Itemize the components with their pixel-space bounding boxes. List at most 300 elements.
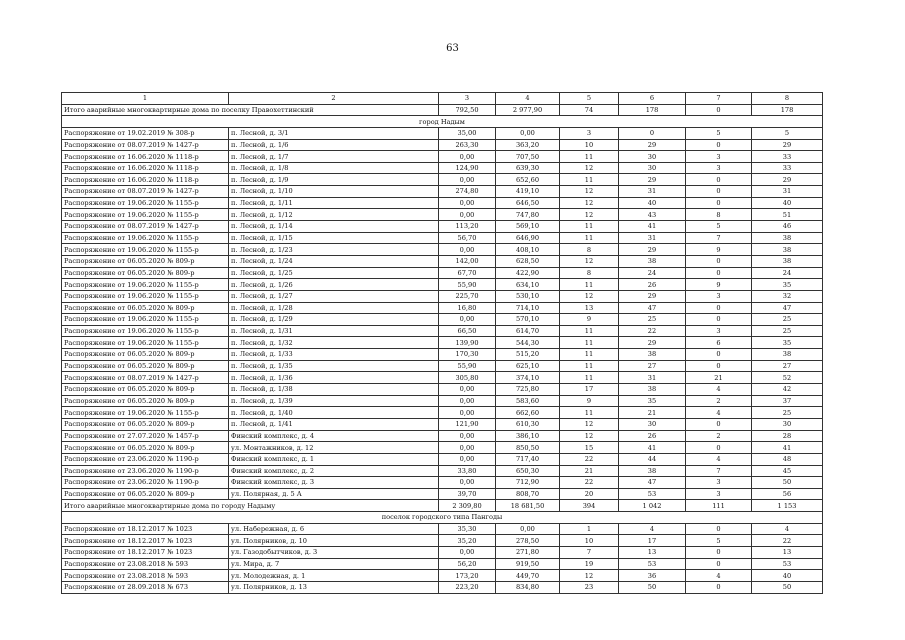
value-col3: 225,70	[439, 290, 496, 302]
value-col5: 12	[560, 418, 619, 430]
decree-cell: Распоряжение от 06.05.2020 № 809-р	[62, 488, 229, 500]
value-col6: 27	[619, 360, 686, 372]
value-col8: 38	[752, 349, 823, 361]
address-cell: п. Лесной, д. 1/24	[229, 255, 439, 267]
table-row	[62, 209, 823, 221]
value-col3: 124,90	[439, 162, 496, 174]
value-col8: 46	[752, 221, 823, 233]
decree-cell: Распоряжение от 19.06.2020 № 1155-р	[62, 244, 229, 256]
table-row	[62, 337, 823, 349]
table-row	[62, 360, 823, 372]
value-col6: 47	[619, 477, 686, 489]
value-col8: 53	[752, 558, 823, 570]
table-row	[62, 581, 823, 593]
address-cell: ул. Полярников, д. 10	[229, 535, 439, 547]
table-row	[62, 349, 823, 361]
table-row	[62, 535, 823, 547]
address-cell: п. Лесной, д. 1/7	[229, 151, 439, 163]
value-col4: 625,10	[496, 360, 560, 372]
value-col3: 274,80	[439, 186, 496, 198]
value-col8: 25	[752, 314, 823, 326]
decree-cell: Распоряжение от 18.12.2017 № 1023	[62, 523, 229, 535]
value-col3: 0,00	[439, 244, 496, 256]
value-col5: 11	[560, 372, 619, 384]
value-col6: 29	[619, 174, 686, 186]
address-cell: ул. Полярная, д. 5 А	[229, 488, 439, 500]
table-row	[62, 267, 823, 279]
value-col3: 39,70	[439, 488, 496, 500]
value-col3: 0,00	[439, 430, 496, 442]
value-col6: 29	[619, 244, 686, 256]
table-row	[62, 442, 823, 454]
decree-cell: Распоряжение от 19.02.2019 № 308-р	[62, 127, 229, 139]
value-col5: 22	[560, 477, 619, 489]
table-row	[62, 162, 823, 174]
value-col8: 48	[752, 453, 823, 465]
value-col4: 662,60	[496, 407, 560, 419]
value-col3: 0,00	[439, 546, 496, 558]
value-col7: 0	[686, 302, 752, 314]
decree-cell: Распоряжение от 16.06.2020 № 1118-р	[62, 174, 229, 186]
decree-cell: Распоряжение от 19.06.2020 № 1155-р	[62, 337, 229, 349]
decree-cell: Распоряжение от 06.05.2020 № 809-р	[62, 267, 229, 279]
address-cell: п. Лесной, д. 1/15	[229, 232, 439, 244]
value-col4: 0,00	[496, 127, 560, 139]
table-row	[62, 174, 823, 186]
address-cell: ул. Мира, д. 7	[229, 558, 439, 570]
value-col6: 41	[619, 442, 686, 454]
decree-cell: Распоряжение от 08.07.2019 № 1427-р	[62, 139, 229, 151]
total-label: Итого аварийные многоквартирные дома по городу Надыму	[62, 500, 439, 512]
total-value-col6: 178	[619, 104, 686, 116]
table-row	[62, 151, 823, 163]
address-cell: п. Лесной, д. 3/1	[229, 127, 439, 139]
value-col6: 30	[619, 418, 686, 430]
total-value-col5: 74	[560, 104, 619, 116]
value-col6: 13	[619, 546, 686, 558]
decree-cell: Распоряжение от 18.12.2017 № 1023	[62, 546, 229, 558]
value-col4: 747,80	[496, 209, 560, 221]
value-col4: 419,10	[496, 186, 560, 198]
value-col3: 0,00	[439, 151, 496, 163]
value-col3: 170,30	[439, 349, 496, 361]
table-row	[62, 395, 823, 407]
value-col8: 47	[752, 302, 823, 314]
decree-cell: Распоряжение от 27.07.2020 № 1457-р	[62, 430, 229, 442]
value-col3: 0,00	[439, 477, 496, 489]
decree-cell: Распоряжение от 16.06.2020 № 1118-р	[62, 151, 229, 163]
value-col7: 0	[686, 442, 752, 454]
table-row	[62, 453, 823, 465]
value-col5: 23	[560, 581, 619, 593]
decree-cell: Распоряжение от 23.08.2018 № 593	[62, 570, 229, 582]
address-cell: п. Лесной, д. 1/12	[229, 209, 439, 221]
value-col4: 583,60	[496, 395, 560, 407]
value-col5: 21	[560, 465, 619, 477]
table-row	[62, 232, 823, 244]
address-cell: п. Лесной, д. 1/23	[229, 244, 439, 256]
value-col7: 0	[686, 581, 752, 593]
column-number-1: 1	[62, 93, 229, 105]
value-col3: 223,20	[439, 581, 496, 593]
value-col4: 646,50	[496, 197, 560, 209]
column-number-header-row	[62, 93, 823, 105]
value-col5: 12	[560, 209, 619, 221]
address-cell: Финский комплекс, д. 3	[229, 477, 439, 489]
value-col8: 40	[752, 570, 823, 582]
total-value-col8: 1 153	[752, 500, 823, 512]
decree-cell: Распоряжение от 28.09.2018 № 673	[62, 581, 229, 593]
value-col8: 33	[752, 162, 823, 174]
value-col3: 121,90	[439, 418, 496, 430]
value-col7: 8	[686, 209, 752, 221]
value-col8: 37	[752, 395, 823, 407]
value-col4: 725,80	[496, 384, 560, 396]
column-number-6: 6	[619, 93, 686, 105]
value-col8: 40	[752, 197, 823, 209]
value-col6: 17	[619, 535, 686, 547]
value-col3: 35,30	[439, 523, 496, 535]
page-number: 63	[446, 43, 459, 54]
total-value-col7: 111	[686, 500, 752, 512]
value-col4: 850,50	[496, 442, 560, 454]
value-col5: 12	[560, 290, 619, 302]
column-number-5: 5	[560, 93, 619, 105]
value-col5: 11	[560, 360, 619, 372]
column-number-2: 2	[229, 93, 439, 105]
value-col4: 614,70	[496, 325, 560, 337]
table-row	[62, 127, 823, 139]
value-col7: 3	[686, 488, 752, 500]
value-col3: 173,20	[439, 570, 496, 582]
decree-cell: Распоряжение от 08.07.2019 № 1427-р	[62, 186, 229, 198]
table-row	[62, 384, 823, 396]
table-row	[62, 197, 823, 209]
value-col8: 29	[752, 174, 823, 186]
value-col8: 38	[752, 232, 823, 244]
address-cell: п. Лесной, д. 1/35	[229, 360, 439, 372]
value-col5: 9	[560, 314, 619, 326]
value-col6: 21	[619, 407, 686, 419]
table-row	[62, 523, 823, 535]
value-col6: 31	[619, 186, 686, 198]
value-col5: 3	[560, 127, 619, 139]
value-col7: 2	[686, 395, 752, 407]
table-row	[62, 430, 823, 442]
decree-cell: Распоряжение от 19.06.2020 № 1155-р	[62, 290, 229, 302]
value-col8: 28	[752, 430, 823, 442]
table-row	[62, 558, 823, 570]
decree-cell: Распоряжение от 19.06.2020 № 1155-р	[62, 314, 229, 326]
table-row	[62, 477, 823, 489]
column-number-3: 3	[439, 93, 496, 105]
total-row	[62, 104, 823, 116]
value-col7: 9	[686, 244, 752, 256]
value-col7: 3	[686, 477, 752, 489]
value-col5: 7	[560, 546, 619, 558]
decree-cell: Распоряжение от 06.05.2020 № 809-р	[62, 255, 229, 267]
value-col8: 24	[752, 267, 823, 279]
value-col6: 29	[619, 337, 686, 349]
table-row	[62, 255, 823, 267]
value-col8: 41	[752, 442, 823, 454]
value-col6: 22	[619, 325, 686, 337]
value-col4: 707,50	[496, 151, 560, 163]
value-col7: 0	[686, 523, 752, 535]
value-col5: 1	[560, 523, 619, 535]
value-col4: 919,50	[496, 558, 560, 570]
value-col6: 31	[619, 372, 686, 384]
value-col4: 646,90	[496, 232, 560, 244]
value-col6: 30	[619, 162, 686, 174]
value-col8: 42	[752, 384, 823, 396]
table-row	[62, 418, 823, 430]
total-label: Итого аварийные многоквартирные дома по поселку Правохеттинский	[62, 104, 439, 116]
section-header-row	[62, 512, 823, 524]
table-row	[62, 244, 823, 256]
value-col6: 24	[619, 267, 686, 279]
value-col3: 139,90	[439, 337, 496, 349]
value-col3: 305,80	[439, 372, 496, 384]
total-value-col3: 792,50	[439, 104, 496, 116]
value-col5: 12	[560, 570, 619, 582]
value-col7: 0	[686, 174, 752, 186]
value-col8: 35	[752, 337, 823, 349]
table-row	[62, 325, 823, 337]
value-col6: 26	[619, 430, 686, 442]
section-title: поселок городского типа Пангоды	[62, 512, 823, 524]
total-value-col7: 0	[686, 104, 752, 116]
decree-cell: Распоряжение от 19.06.2020 № 1155-р	[62, 232, 229, 244]
value-col4: 717,40	[496, 453, 560, 465]
value-col4: 639,30	[496, 162, 560, 174]
value-col6: 47	[619, 302, 686, 314]
decree-cell: Распоряжение от 19.06.2020 № 1155-р	[62, 209, 229, 221]
column-number-4: 4	[496, 93, 560, 105]
total-value-col4: 18 681,50	[496, 500, 560, 512]
decree-cell: Распоряжение от 16.06.2020 № 1118-р	[62, 162, 229, 174]
address-cell: п. Лесной, д. 1/39	[229, 395, 439, 407]
address-cell: Финский комплекс, д. 2	[229, 465, 439, 477]
value-col4: 628,50	[496, 255, 560, 267]
value-col8: 13	[752, 546, 823, 558]
value-col8: 45	[752, 465, 823, 477]
value-col7: 0	[686, 360, 752, 372]
value-col6: 4	[619, 523, 686, 535]
value-col5: 22	[560, 453, 619, 465]
value-col3: 0,00	[439, 407, 496, 419]
address-cell: п. Лесной, д. 1/27	[229, 290, 439, 302]
value-col6: 29	[619, 290, 686, 302]
value-col5: 10	[560, 535, 619, 547]
address-cell: п. Лесной, д. 1/33	[229, 349, 439, 361]
decree-cell: Распоряжение от 19.06.2020 № 1155-р	[62, 197, 229, 209]
table-row	[62, 546, 823, 558]
address-cell: п. Лесной, д. 1/26	[229, 279, 439, 291]
decree-cell: Распоряжение от 08.07.2019 № 1427-р	[62, 221, 229, 233]
table-row	[62, 407, 823, 419]
value-col7: 0	[686, 267, 752, 279]
value-col3: 55,90	[439, 360, 496, 372]
value-col6: 26	[619, 279, 686, 291]
decree-cell: Распоряжение от 23.06.2020 № 1190-р	[62, 477, 229, 489]
address-cell: п. Лесной, д. 1/31	[229, 325, 439, 337]
value-col5: 12	[560, 255, 619, 267]
decree-cell: Распоряжение от 19.06.2020 № 1155-р	[62, 279, 229, 291]
value-col5: 17	[560, 384, 619, 396]
value-col8: 30	[752, 418, 823, 430]
value-col5: 11	[560, 232, 619, 244]
value-col5: 20	[560, 488, 619, 500]
value-col4: 0,00	[496, 523, 560, 535]
value-col6: 29	[619, 139, 686, 151]
table-row	[62, 139, 823, 151]
value-col8: 27	[752, 360, 823, 372]
decree-cell: Распоряжение от 19.06.2020 № 1155-р	[62, 407, 229, 419]
value-col7: 3	[686, 325, 752, 337]
value-col8: 4	[752, 523, 823, 535]
table-row	[62, 465, 823, 477]
value-col7: 0	[686, 546, 752, 558]
total-value-col3: 2 309,80	[439, 500, 496, 512]
value-col7: 0	[686, 349, 752, 361]
value-col7: 0	[686, 558, 752, 570]
address-cell: Финский комплекс, д. 4	[229, 430, 439, 442]
value-col6: 35	[619, 395, 686, 407]
value-col5: 13	[560, 302, 619, 314]
value-col4: 610,30	[496, 418, 560, 430]
value-col7: 6	[686, 337, 752, 349]
table-row	[62, 302, 823, 314]
value-col5: 12	[560, 162, 619, 174]
value-col3: 0,00	[439, 395, 496, 407]
value-col7: 0	[686, 314, 752, 326]
value-col4: 278,50	[496, 535, 560, 547]
value-col6: 38	[619, 384, 686, 396]
value-col5: 8	[560, 267, 619, 279]
value-col4: 449,70	[496, 570, 560, 582]
decree-cell: Распоряжение от 06.05.2020 № 809-р	[62, 395, 229, 407]
value-col4: 714,10	[496, 302, 560, 314]
value-col8: 52	[752, 372, 823, 384]
housing-table	[61, 92, 823, 594]
value-col4: 544,30	[496, 337, 560, 349]
value-col8: 25	[752, 325, 823, 337]
value-col5: 11	[560, 325, 619, 337]
address-cell: п. Лесной, д. 1/14	[229, 221, 439, 233]
address-cell: Финский комплекс, д. 1	[229, 453, 439, 465]
value-col7: 3	[686, 290, 752, 302]
value-col3: 35,20	[439, 535, 496, 547]
value-col5: 8	[560, 244, 619, 256]
value-col4: 408,10	[496, 244, 560, 256]
value-col7: 5	[686, 221, 752, 233]
value-col7: 0	[686, 255, 752, 267]
value-col6: 25	[619, 314, 686, 326]
value-col4: 634,10	[496, 279, 560, 291]
value-col5: 11	[560, 151, 619, 163]
value-col6: 53	[619, 488, 686, 500]
value-col3: 56,70	[439, 232, 496, 244]
value-col3: 0,00	[439, 442, 496, 454]
value-col4: 386,10	[496, 430, 560, 442]
total-value-col6: 1 042	[619, 500, 686, 512]
value-col3: 35,00	[439, 127, 496, 139]
decree-cell: Распоряжение от 19.06.2020 № 1155-р	[62, 325, 229, 337]
decree-cell: Распоряжение от 06.05.2020 № 809-р	[62, 384, 229, 396]
section-title: город Надым	[62, 116, 823, 128]
value-col6: 50	[619, 581, 686, 593]
address-cell: п. Лесной, д. 1/9	[229, 174, 439, 186]
value-col8: 29	[752, 139, 823, 151]
value-col3: 0,00	[439, 453, 496, 465]
value-col8: 32	[752, 290, 823, 302]
value-col8: 51	[752, 209, 823, 221]
value-col4: 363,20	[496, 139, 560, 151]
value-col7: 2	[686, 430, 752, 442]
decree-cell: Распоряжение от 23.08.2018 № 593	[62, 558, 229, 570]
total-value-col4: 2 977,90	[496, 104, 560, 116]
value-col3: 56,20	[439, 558, 496, 570]
value-col5: 11	[560, 279, 619, 291]
column-number-7: 7	[686, 93, 752, 105]
value-col7: 0	[686, 186, 752, 198]
value-col6: 38	[619, 465, 686, 477]
value-col3: 113,20	[439, 221, 496, 233]
value-col7: 7	[686, 232, 752, 244]
address-cell: ул. Молодежная, д. 1	[229, 570, 439, 582]
value-col5: 11	[560, 337, 619, 349]
address-cell: п. Лесной, д. 1/6	[229, 139, 439, 151]
table-row	[62, 279, 823, 291]
value-col7: 0	[686, 418, 752, 430]
value-col4: 422,90	[496, 267, 560, 279]
value-col7: 4	[686, 453, 752, 465]
table-body	[62, 93, 823, 594]
value-col4: 570,10	[496, 314, 560, 326]
value-col4: 650,30	[496, 465, 560, 477]
value-col4: 834,80	[496, 581, 560, 593]
address-cell: п. Лесной, д. 1/11	[229, 197, 439, 209]
table-row	[62, 372, 823, 384]
value-col3: 0,00	[439, 209, 496, 221]
value-col7: 0	[686, 139, 752, 151]
value-col5: 11	[560, 407, 619, 419]
address-cell: п. Лесной, д. 1/8	[229, 162, 439, 174]
address-cell: п. Лесной, д. 1/10	[229, 186, 439, 198]
value-col4: 515,20	[496, 349, 560, 361]
value-col6: 53	[619, 558, 686, 570]
value-col6: 43	[619, 209, 686, 221]
value-col5: 11	[560, 174, 619, 186]
value-col6: 31	[619, 232, 686, 244]
value-col3: 0,00	[439, 314, 496, 326]
value-col3: 67,70	[439, 267, 496, 279]
address-cell: п. Лесной, д. 1/32	[229, 337, 439, 349]
value-col7: 3	[686, 151, 752, 163]
address-cell: ул. Полярников, д. 13	[229, 581, 439, 593]
value-col5: 19	[560, 558, 619, 570]
value-col3: 142,00	[439, 255, 496, 267]
value-col7: 21	[686, 372, 752, 384]
address-cell: п. Лесной, д. 1/36	[229, 372, 439, 384]
value-col5: 12	[560, 186, 619, 198]
table-row	[62, 314, 823, 326]
value-col7: 3	[686, 162, 752, 174]
value-col5: 12	[560, 430, 619, 442]
value-col3: 263,30	[439, 139, 496, 151]
value-col4: 530,10	[496, 290, 560, 302]
